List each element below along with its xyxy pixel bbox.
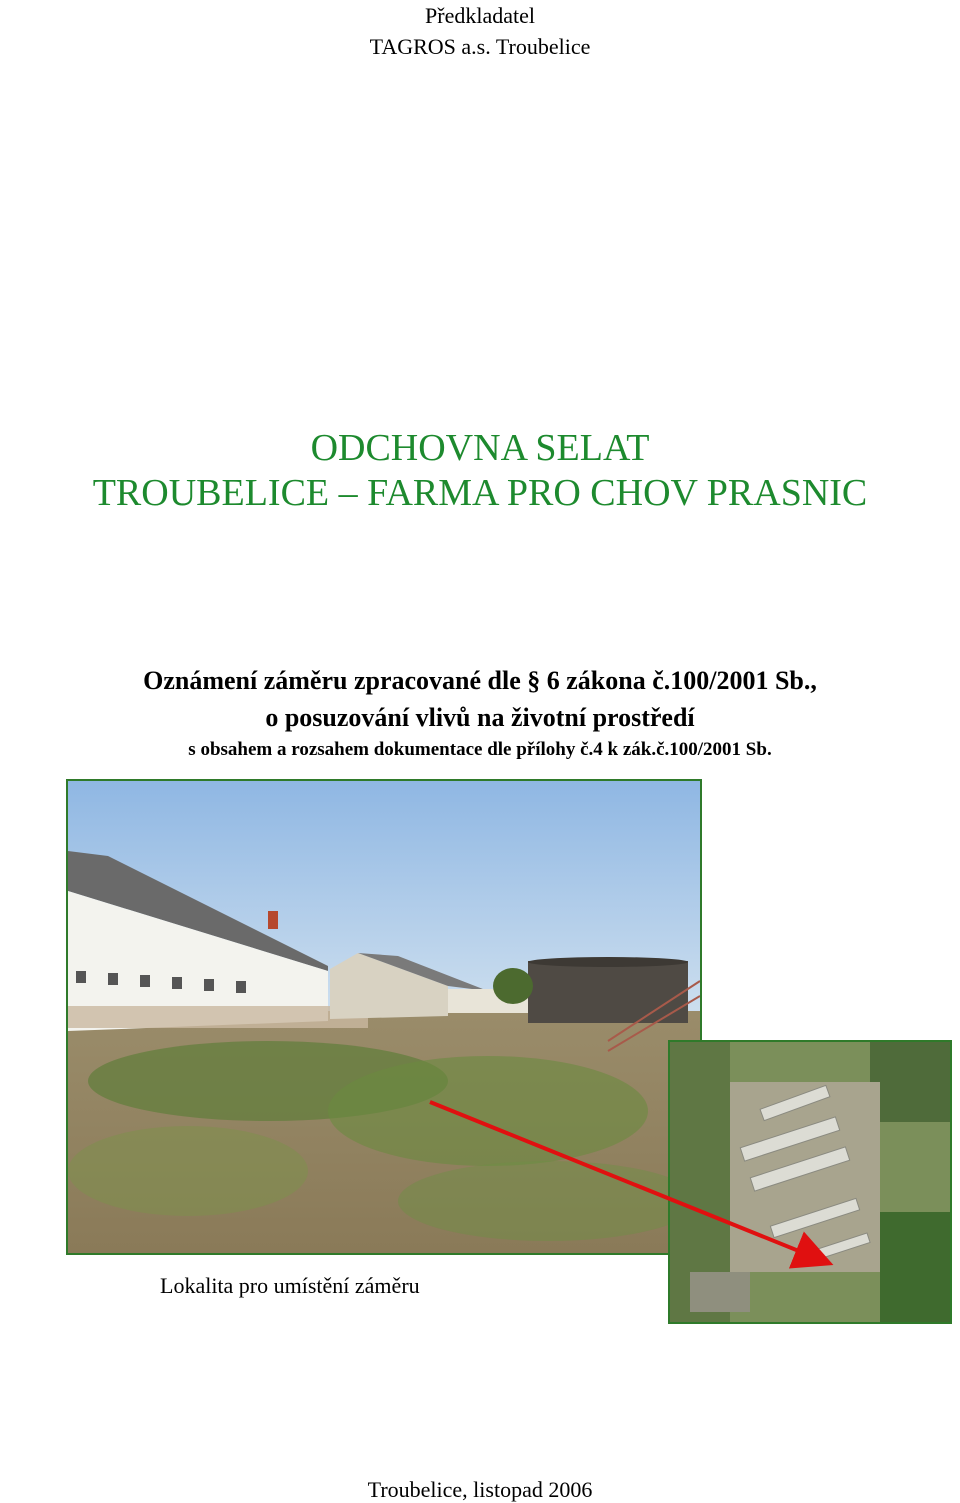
- proponent-block: [0, 0, 960, 62]
- subtitle-line-2: o posuzování vlivů na životní prostředí: [265, 703, 695, 732]
- aerial-map: [668, 1040, 952, 1324]
- farm-photo: [66, 779, 702, 1255]
- subtitle-line-1: Oznámení záměru zpracované dle § 6 zákona č.100/2001 Sb.,: [143, 666, 817, 695]
- title-line-2: TROUBELICE – FARMA PRO CHOV PRASNIC: [92, 472, 868, 514]
- proponent-name: TAGROS a.s. Troubelice: [369, 34, 591, 59]
- image-caption: Lokalita pro umístění záměru: [160, 1273, 420, 1298]
- footer-place-date: Troubelice, listopad 2006: [367, 1477, 593, 1502]
- document-title: [0, 426, 960, 516]
- proponent-label: Předkladatel: [425, 3, 535, 28]
- title-line-1: ODCHOVNA SELAT: [310, 427, 650, 469]
- subtitle-line-3: s obsahem a rozsahem dokumentace dle přílohy č.4 k zák.č.100/2001 Sb.: [188, 739, 772, 760]
